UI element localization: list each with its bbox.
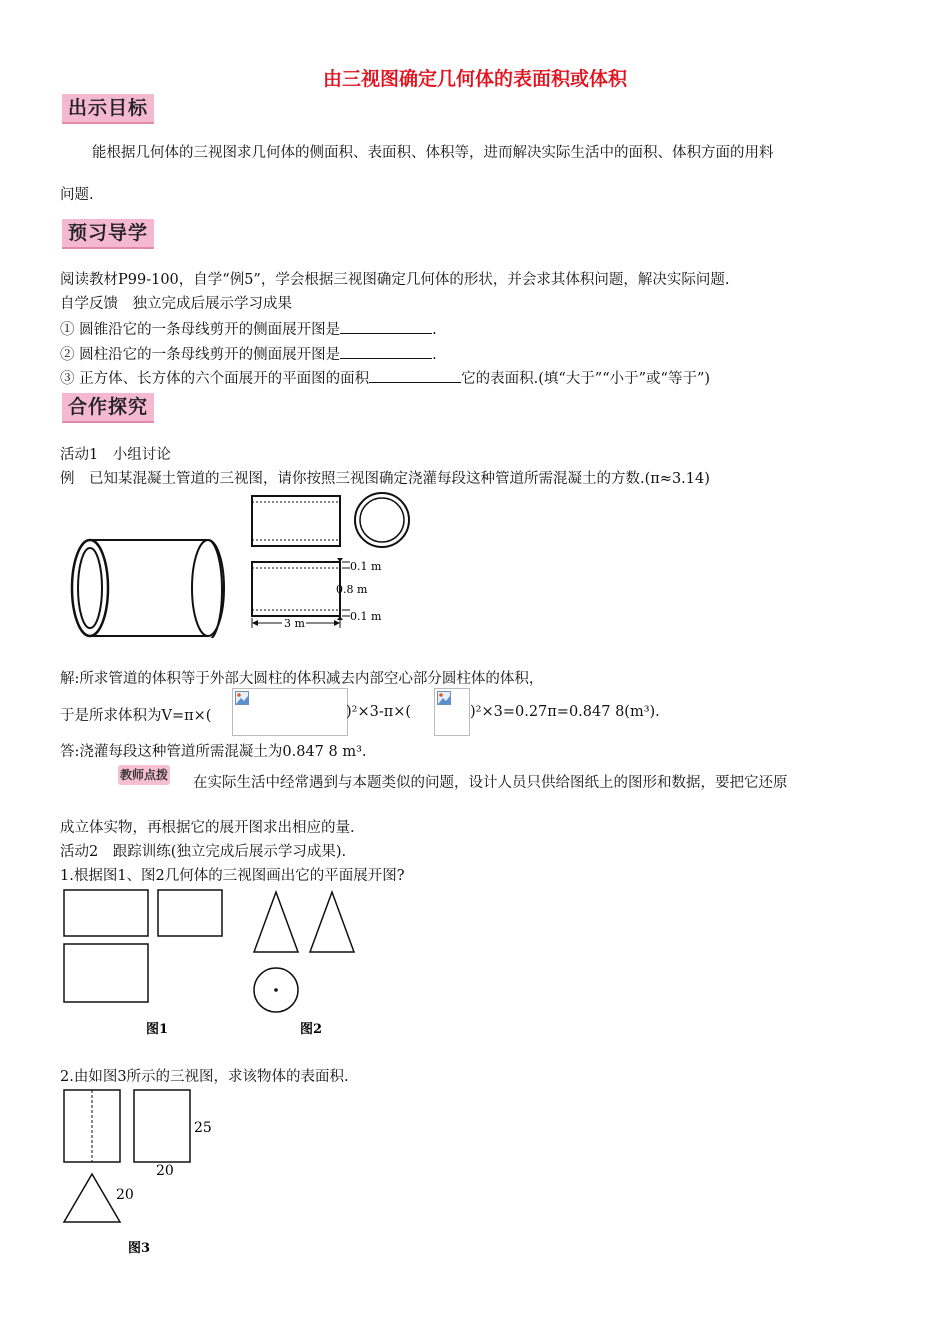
pipe-figure — [60, 488, 430, 638]
q2-text: ② 圆柱沿它的一条母线剪开的侧面展开图是 — [60, 347, 341, 363]
preview-feedback: 自学反馈 独立完成后展示学习成果 — [60, 296, 292, 312]
tip-line2: 成立体实物，再根据它的展开图求出相应的量. — [60, 820, 355, 836]
preview-question-1 — [60, 318, 437, 339]
goal-text-line1: 能根据几何体的三视图求几何体的侧面积、表面积、体积等，进而解决实际生活中的面积、体积方面的用料 — [92, 145, 774, 161]
preview-question-3 — [60, 367, 710, 388]
fig3-label: 图3 — [128, 1241, 151, 1256]
fig3-dim-20-top: 20 — [156, 1163, 174, 1179]
activity2-heading: 活动2 跟踪训练(独立完成后展示学习成果). — [60, 844, 347, 860]
formula-image-placeholder-1 — [232, 688, 348, 736]
answer-text: 答:浇灌每段这种管道所需混凝土为0.847 8 m³. — [60, 744, 367, 760]
dim-0-1-top: 0.1 m — [350, 560, 382, 573]
q2-blank[interactable] — [340, 344, 432, 359]
fig1-label: 图1 — [146, 1022, 169, 1037]
goal-text-line2: 问题. — [60, 187, 94, 203]
section-goal-header: 出示目标 — [62, 94, 154, 124]
q3-blank[interactable] — [369, 368, 461, 383]
pipe-3d-drawing — [72, 540, 224, 638]
pipe-side-view — [355, 493, 409, 547]
q3-text: ③ 正方体、长方体的六个面展开的平面图的面积 — [60, 371, 370, 387]
figure-3 — [60, 1086, 230, 1258]
formula-part-c: )²×3=0.27π=0.847 8(m³). — [470, 704, 660, 720]
fig3-dim-20-tri: 20 — [116, 1187, 134, 1203]
q1-blank[interactable] — [340, 319, 432, 334]
section-preview-header: 预习导学 — [62, 219, 154, 249]
dim-0-8: 0.8 m — [336, 583, 368, 596]
q1-end: . — [432, 322, 437, 338]
activity2-question-1: 1.根据图1、图2几何体的三视图画出它的平面展开图? — [60, 868, 405, 884]
formula-part-a: 于是所求体积为V=π×( — [60, 708, 212, 724]
formula-part-b: )²×3-π×( — [346, 704, 412, 720]
figure-2-drawing — [254, 892, 354, 1012]
activity1-heading: 活动1 小组讨论 — [60, 447, 171, 463]
dim-0-1-bottom: 0.1 m — [350, 610, 382, 623]
q3-end: 它的表面积.(填“大于”“小于”或“等于”) — [461, 371, 711, 387]
formula-image-placeholder-2 — [434, 688, 470, 736]
q2-end: . — [432, 347, 437, 363]
section-explore-header: 合作探究 — [62, 393, 154, 423]
tip-line1: 在实际生活中经常遇到与本题类似的问题，设计人员只供给图纸上的图形和数据，要把它还原 — [193, 775, 788, 791]
preview-question-2 — [60, 343, 437, 364]
figures-1-2 — [60, 886, 380, 1041]
preview-read: 阅读教材P99-100，自学“例5”，学会根据三视图确定几何体的形状，并会求其体积问题，解决实际问题. — [60, 272, 730, 288]
fig3-dim-25: 25 — [194, 1120, 212, 1136]
activity2-question-2: 2.由如图3所示的三视图，求该物体的表面积. — [60, 1069, 349, 1085]
fig2-label: 图2 — [300, 1022, 323, 1037]
dim-length: 3 m — [284, 617, 305, 630]
q1-text: ① 圆锥沿它的一条母线剪开的侧面展开图是 — [60, 322, 341, 338]
solution-text: 解:所求管道的体积等于外部大圆柱的体积减去内部空心部分圆柱体的体积， — [60, 671, 544, 687]
example-text: 例 已知某混凝土管道的三视图，请你按照三视图确定浇灌每段这种管道所需混凝土的方数.(π≈3.14) — [60, 471, 710, 487]
broken-image-icon — [235, 691, 249, 705]
pipe-top-view — [252, 496, 340, 546]
page-title: 由三视图确定几何体的表面积或体积 — [322, 68, 627, 90]
figure-1-drawing — [64, 890, 222, 1002]
teacher-tip-tag: 教师点拨 — [118, 765, 170, 785]
broken-image-icon — [437, 691, 451, 705]
